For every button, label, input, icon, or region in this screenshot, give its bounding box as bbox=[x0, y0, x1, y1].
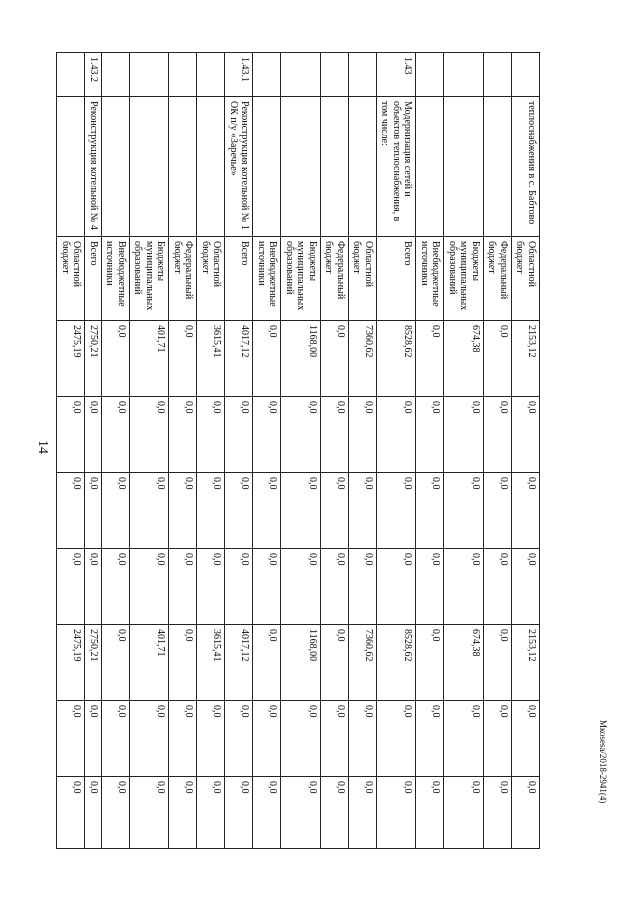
row-number bbox=[321, 53, 349, 97]
value-year-2: 0,0 bbox=[225, 473, 253, 549]
value-year-3: 0,0 bbox=[377, 549, 417, 625]
value-total: 0,0 bbox=[321, 321, 349, 397]
value-total: 674,38 bbox=[444, 321, 484, 397]
value-year-5: 0,0 bbox=[321, 701, 349, 777]
row-number bbox=[281, 53, 321, 97]
project-name bbox=[169, 97, 197, 237]
value-year-3: 0,0 bbox=[321, 549, 349, 625]
value-year-5: 0,0 bbox=[130, 701, 170, 777]
value-year-5: 0,0 bbox=[416, 701, 444, 777]
table-row bbox=[349, 53, 377, 849]
project-name: Модернизация сетей и объектов теплоснабжения, в том числе: bbox=[377, 97, 417, 237]
project-name bbox=[130, 97, 170, 237]
table-row bbox=[444, 53, 484, 849]
funding-source: Федеральный бюджет bbox=[169, 237, 197, 321]
table-row bbox=[416, 53, 444, 849]
table-row bbox=[253, 53, 281, 849]
project-name: Реконструкция котельной № 1 ОК п/у «Заречье» bbox=[225, 97, 253, 237]
value-year-5: 0,0 bbox=[512, 701, 540, 777]
value-year-5: 0,0 bbox=[102, 701, 130, 777]
value-year-6: 0,0 bbox=[253, 777, 281, 849]
value-year-1: 0,0 bbox=[225, 397, 253, 473]
project-name bbox=[197, 97, 225, 237]
value-year-3: 0,0 bbox=[253, 549, 281, 625]
row-number bbox=[253, 53, 281, 97]
value-year-3: 0,0 bbox=[512, 549, 540, 625]
value-year-5: 0,0 bbox=[169, 701, 197, 777]
value-year-3: 0,0 bbox=[281, 549, 321, 625]
project-name: теплоснабжения в с. Бабтово bbox=[512, 97, 540, 237]
value-year-4: 4017,12 bbox=[225, 625, 253, 701]
funding-source: Бюджеты муниципальных образований bbox=[130, 237, 170, 321]
value-year-3: 0,0 bbox=[349, 549, 377, 625]
value-year-2: 0,0 bbox=[57, 473, 85, 549]
project-name bbox=[416, 97, 444, 237]
row-number bbox=[102, 53, 130, 97]
funding-source: Областной бюджет bbox=[57, 237, 85, 321]
value-year-5: 0,0 bbox=[57, 701, 85, 777]
value-year-5: 0,0 bbox=[484, 701, 512, 777]
table-row bbox=[512, 53, 540, 849]
value-total: 4017,12 bbox=[225, 321, 253, 397]
value-year-5: 0,0 bbox=[444, 701, 484, 777]
value-year-3: 0,0 bbox=[225, 549, 253, 625]
value-year-2: 0,0 bbox=[130, 473, 170, 549]
funding-source: Областной бюджет bbox=[197, 237, 225, 321]
table-row bbox=[102, 53, 130, 849]
row-number bbox=[484, 53, 512, 97]
value-total: 3615,41 bbox=[197, 321, 225, 397]
value-year-5: 0,0 bbox=[197, 701, 225, 777]
value-year-1: 0,0 bbox=[57, 397, 85, 473]
row-number: 1.43.1 bbox=[225, 53, 253, 97]
value-year-2: 0,0 bbox=[321, 473, 349, 549]
value-year-4: 2475,19 bbox=[57, 625, 85, 701]
value-total: 7360,62 bbox=[349, 321, 377, 397]
value-year-5: 0,0 bbox=[377, 701, 417, 777]
value-year-6: 0,0 bbox=[197, 777, 225, 849]
funding-source: Федеральный бюджет bbox=[484, 237, 512, 321]
value-year-6: 0,0 bbox=[512, 777, 540, 849]
value-year-2: 0,0 bbox=[349, 473, 377, 549]
value-year-2: 0,0 bbox=[484, 473, 512, 549]
value-total: 0,0 bbox=[169, 321, 197, 397]
table-row bbox=[57, 53, 85, 849]
value-year-4: 7360,62 bbox=[349, 625, 377, 701]
value-total: 0,0 bbox=[102, 321, 130, 397]
value-year-1: 0,0 bbox=[130, 397, 170, 473]
value-year-6: 0,0 bbox=[349, 777, 377, 849]
value-year-4: 2153,12 bbox=[512, 625, 540, 701]
value-year-5: 0,0 bbox=[225, 701, 253, 777]
value-year-3: 0,0 bbox=[102, 549, 130, 625]
value-year-2: 0,0 bbox=[512, 473, 540, 549]
value-year-2: 0,0 bbox=[444, 473, 484, 549]
value-year-6: 0,0 bbox=[85, 777, 102, 849]
funding-source: Внебюджетные источники bbox=[102, 237, 130, 321]
table-body bbox=[57, 53, 540, 849]
table-row bbox=[281, 53, 321, 849]
project-name bbox=[253, 97, 281, 237]
value-year-1: 0,0 bbox=[484, 397, 512, 473]
value-year-1: 0,0 bbox=[197, 397, 225, 473]
funding-source: Всего bbox=[225, 237, 253, 321]
value-year-3: 0,0 bbox=[130, 549, 170, 625]
value-year-3: 0,0 bbox=[197, 549, 225, 625]
value-year-2: 0,0 bbox=[102, 473, 130, 549]
value-year-2: 0,0 bbox=[253, 473, 281, 549]
value-year-3: 0,0 bbox=[57, 549, 85, 625]
value-year-2: 0,0 bbox=[169, 473, 197, 549]
project-name bbox=[57, 97, 85, 237]
value-year-6: 0,0 bbox=[57, 777, 85, 849]
row-number: 1.43 bbox=[377, 53, 417, 97]
project-name bbox=[321, 97, 349, 237]
value-year-4: 0,0 bbox=[416, 625, 444, 701]
row-number bbox=[57, 53, 85, 97]
value-total: 0,0 bbox=[484, 321, 512, 397]
value-year-5: 0,0 bbox=[349, 701, 377, 777]
value-total: 401,71 bbox=[130, 321, 170, 397]
project-name: Реконструкция котельной № 4 bbox=[85, 97, 102, 237]
value-year-6: 0,0 bbox=[225, 777, 253, 849]
row-number bbox=[349, 53, 377, 97]
value-total: 2750,21 bbox=[85, 321, 102, 397]
value-year-3: 0,0 bbox=[484, 549, 512, 625]
project-name bbox=[349, 97, 377, 237]
value-year-6: 0,0 bbox=[321, 777, 349, 849]
value-year-2: 0,0 bbox=[197, 473, 225, 549]
value-year-4: 0,0 bbox=[253, 625, 281, 701]
table-row bbox=[484, 53, 512, 849]
document-code: Мкоsesa/2018-2941(4) bbox=[598, 720, 608, 804]
value-year-2: 0,0 bbox=[281, 473, 321, 549]
project-name bbox=[102, 97, 130, 237]
funding-source: Бюджеты муниципальных образований bbox=[444, 237, 484, 321]
value-year-6: 0,0 bbox=[377, 777, 417, 849]
value-year-6: 0,0 bbox=[169, 777, 197, 849]
value-total: 0,0 bbox=[253, 321, 281, 397]
value-year-6: 0,0 bbox=[130, 777, 170, 849]
value-year-3: 0,0 bbox=[85, 549, 102, 625]
value-year-4: 0,0 bbox=[102, 625, 130, 701]
value-year-1: 0,0 bbox=[169, 397, 197, 473]
row-number bbox=[444, 53, 484, 97]
value-year-4: 0,0 bbox=[321, 625, 349, 701]
value-year-5: 0,0 bbox=[281, 701, 321, 777]
value-year-3: 0,0 bbox=[169, 549, 197, 625]
funding-source: Всего bbox=[377, 237, 417, 321]
funding-source: Всего bbox=[85, 237, 102, 321]
value-year-4: 3615,41 bbox=[197, 625, 225, 701]
value-year-2: 0,0 bbox=[416, 473, 444, 549]
value-year-1: 0,0 bbox=[377, 397, 417, 473]
value-year-4: 0,0 bbox=[169, 625, 197, 701]
value-year-4: 401,71 bbox=[130, 625, 170, 701]
funding-source: Областной бюджет bbox=[512, 237, 540, 321]
value-year-3: 0,0 bbox=[416, 549, 444, 625]
value-year-6: 0,0 bbox=[444, 777, 484, 849]
value-year-1: 0,0 bbox=[321, 397, 349, 473]
funding-source: Областной бюджет bbox=[349, 237, 377, 321]
project-name bbox=[484, 97, 512, 237]
project-name bbox=[444, 97, 484, 237]
value-total: 2153,12 bbox=[512, 321, 540, 397]
table-row bbox=[225, 53, 253, 849]
value-year-1: 0,0 bbox=[349, 397, 377, 473]
page-number: 14 bbox=[35, 440, 50, 454]
value-year-1: 0,0 bbox=[85, 397, 102, 473]
value-year-6: 0,0 bbox=[484, 777, 512, 849]
table-row bbox=[321, 53, 349, 849]
value-total: 1168,00 bbox=[281, 321, 321, 397]
row-number bbox=[169, 53, 197, 97]
value-year-1: 0,0 bbox=[253, 397, 281, 473]
value-year-4: 8528,62 bbox=[377, 625, 417, 701]
funding-source: Федеральный бюджет bbox=[321, 237, 349, 321]
value-year-6: 0,0 bbox=[281, 777, 321, 849]
value-year-3: 0,0 bbox=[444, 549, 484, 625]
value-year-5: 0,0 bbox=[85, 701, 102, 777]
value-total: 0,0 bbox=[416, 321, 444, 397]
table-row bbox=[169, 53, 197, 849]
value-year-1: 0,0 bbox=[444, 397, 484, 473]
value-year-4: 1168,00 bbox=[281, 625, 321, 701]
value-year-5: 0,0 bbox=[253, 701, 281, 777]
value-year-1: 0,0 bbox=[281, 397, 321, 473]
table-row bbox=[197, 53, 225, 849]
table-row bbox=[130, 53, 170, 849]
value-year-1: 0,0 bbox=[416, 397, 444, 473]
row-number bbox=[416, 53, 444, 97]
funding-table bbox=[57, 52, 541, 849]
row-number bbox=[197, 53, 225, 97]
row-number bbox=[512, 53, 540, 97]
value-year-4: 674,38 bbox=[444, 625, 484, 701]
table-row bbox=[85, 53, 102, 849]
row-number: 1.43.2 bbox=[85, 53, 102, 97]
value-year-6: 0,0 bbox=[102, 777, 130, 849]
value-year-1: 0,0 bbox=[102, 397, 130, 473]
value-year-2: 0,0 bbox=[377, 473, 417, 549]
value-year-4: 0,0 bbox=[484, 625, 512, 701]
value-year-6: 0,0 bbox=[416, 777, 444, 849]
value-year-1: 0,0 bbox=[512, 397, 540, 473]
funding-source: Бюджеты муниципальных образований bbox=[281, 237, 321, 321]
value-total: 2475,19 bbox=[57, 321, 85, 397]
project-name bbox=[281, 97, 321, 237]
value-total: 8528,62 bbox=[377, 321, 417, 397]
value-year-4: 2750,21 bbox=[85, 625, 102, 701]
rotated-table-container bbox=[60, 52, 540, 848]
row-number bbox=[130, 53, 170, 97]
funding-source: Внебюджетные источники bbox=[253, 237, 281, 321]
table-row bbox=[377, 53, 417, 849]
value-year-2: 0,0 bbox=[85, 473, 102, 549]
funding-source: Внебюджетные источники bbox=[416, 237, 444, 321]
